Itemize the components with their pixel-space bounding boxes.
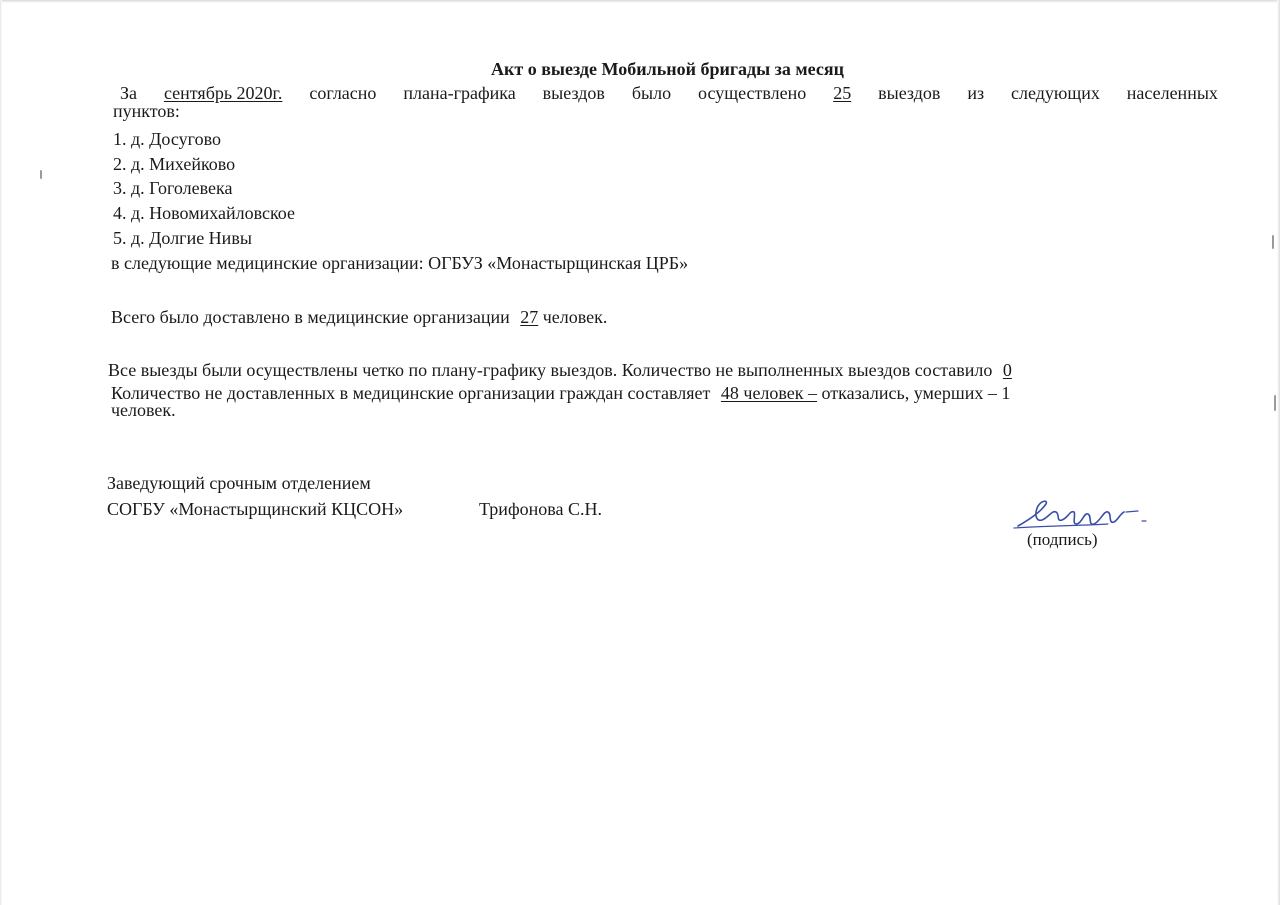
execution-line xyxy=(108,358,1012,382)
execution-text: Все выезды были осуществлены четко по плану-графику выездов. Количество не выполненных выездов составило xyxy=(108,360,993,380)
signature-caption: (подпись) xyxy=(1027,530,1098,549)
delivered-suffix: человек. xyxy=(542,307,608,327)
settlement-item: 4. д. Новомихайловское xyxy=(113,203,296,223)
not-done-count: 0 xyxy=(1002,360,1012,380)
document-title: Акт о выезде Мобильной бригады за месяц xyxy=(491,59,844,79)
intro-continuation: пунктов: xyxy=(113,101,180,121)
settlement-item: 5. д. Долгие Нивы xyxy=(113,228,252,248)
organizations-line: в следующие медицинские организации: ОГБУЗ «Монастырщинская ЦРБ» xyxy=(111,253,689,273)
delivered-line xyxy=(111,305,607,329)
intro-word: плана-графика xyxy=(403,83,516,103)
intro-trips-count: 25 xyxy=(833,83,852,103)
position-line-2: СОГБУ «Монастырщинский КЦСОН» xyxy=(107,499,404,519)
not-delivered-line xyxy=(111,381,1010,405)
intro-word: согласно xyxy=(309,83,377,103)
delivered-prefix: Всего было доставлено в медицинские организации xyxy=(111,307,510,327)
position-line-1: Заведующий срочным отделением xyxy=(107,473,371,493)
scan-edge-left xyxy=(0,0,2,905)
intro-za: За xyxy=(120,83,138,103)
intro-word: было xyxy=(631,83,672,103)
intro-line xyxy=(120,81,1218,105)
scan-speck xyxy=(1272,235,1274,249)
refused-count: 48 человек – xyxy=(720,383,818,403)
intro-word: выездов xyxy=(878,83,941,103)
intro-word: выездов xyxy=(542,83,605,103)
intro-word: из xyxy=(967,83,985,103)
not-delivered-continuation: человек. xyxy=(111,400,176,420)
not-delivered-suffix: отказались, умерших – 1 xyxy=(821,383,1011,403)
signatory-name: Трифонова С.Н. xyxy=(479,499,602,519)
delivered-count: 27 xyxy=(520,307,539,327)
intro-word: населенных xyxy=(1126,83,1218,103)
scan-edge-top xyxy=(0,0,1280,3)
intro-period: сентябрь 2020г. xyxy=(163,83,283,103)
scan-speck xyxy=(1274,395,1276,411)
intro-word: следующих xyxy=(1011,83,1100,103)
settlement-item: 1. д. Досугово xyxy=(113,129,221,149)
not-delivered-prefix: Количество не доставленных в медицинские организации граждан составляет xyxy=(111,383,711,403)
settlement-item: 2. д. Михейково xyxy=(113,154,236,174)
settlement-item: 3. д. Гоголевека xyxy=(113,178,233,198)
intro-word: осуществлено xyxy=(698,83,807,103)
scan-speck xyxy=(40,170,42,179)
